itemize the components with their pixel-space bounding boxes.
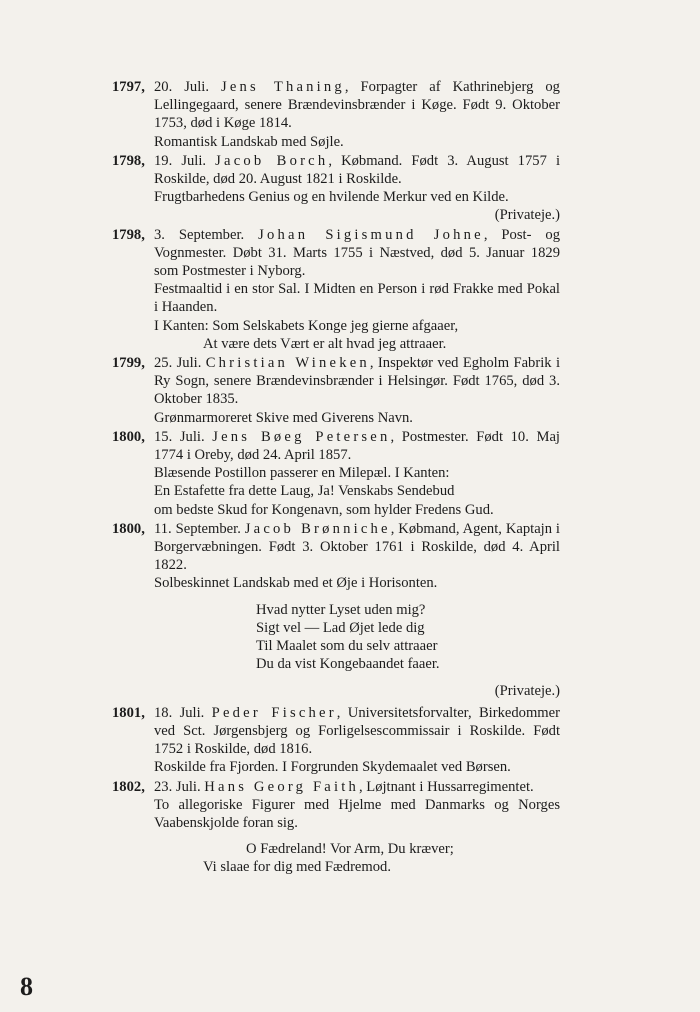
entry-year: 1800,: [112, 520, 145, 537]
entry-text: 15. Juli. Jens Bøeg Petersen, Postmester. Født 10. Maj 1774 i Oreby, død 24. April 1857.: [154, 428, 560, 464]
verse-line: Til Maalet som du selv attraaer: [256, 638, 438, 655]
verse-line: Vi slaae for dig med Fædremod.: [203, 859, 391, 876]
entry: [112, 428, 560, 519]
entry-description: Romantisk Landskab med Søjle.: [154, 133, 344, 150]
entry-text: 23. Juli. Hans Georg Faith, Løjtnant i Hussarregimentet.: [154, 778, 534, 795]
entry-year: 1798,: [112, 152, 145, 169]
entry-year: 1798,: [112, 226, 145, 243]
verse-line: Hvad nytter Lyset uden mig?: [256, 601, 426, 618]
page-number: 8: [20, 972, 33, 1001]
verse-block: [154, 840, 560, 876]
entry-year: 1799,: [112, 355, 145, 372]
edge-inscription: I Kanten: Som Selskabets Konge jeg gierne afgaaer,: [154, 317, 459, 334]
entry-description: Blæsende Postillon passerer en Milepæl. I Kanten:: [154, 465, 450, 482]
entry: [112, 152, 560, 225]
entry-description: Roskilde fra Fjorden. I Forgrunden Skydemaalet ved Børsen.: [154, 759, 511, 776]
entry-description: Grønmarmoreret Skive med Giverens Navn.: [154, 409, 413, 426]
entry-text: 3. September. Johan Sigismund Johne, Post- og Vognmester. Døbt 31. Marts 1755 i Næstved, død 5. Januar 1829 som Postmester i Nyborg.: [154, 226, 560, 280]
entry-text: 18. Juli. Peder Fischer, Universitetsforvalter, Birkedommer ved Sct. Jørgensbjerg og Forligelsescommissair i Roskilde. Født 1752 i Roskilde, død 1816.: [154, 704, 560, 758]
verse-line: Sigt vel — Lad Øjet lede dig: [256, 619, 425, 636]
entry-year: 1800,: [112, 428, 145, 445]
ownership-note: (Privateje.): [494, 207, 560, 224]
verse-line: Du da vist Kongebaandet faaer.: [256, 656, 440, 673]
verse-line: O Fædreland! Vor Arm, Du kræver;: [246, 841, 454, 858]
entry-text: 19. Juli. Jacob Borch, Købmand. Født 3. August 1757 i Roskilde, død 20. August 1821 i Roskilde.: [154, 152, 561, 188]
edge-inscription: En Estafette fra dette Laug, Ja! Venskabs Sendebud: [154, 483, 455, 500]
edge-inscription: At være dets Vært er alt hvad jeg attraaer.: [203, 335, 447, 352]
entries-list: [112, 78, 560, 878]
entry-text: 25. Juli. Christian Wineken, Inspektør ved Egholm Fabrik i Ry Sogn, senere Brændevinsbrænder i Helsingør. Født 1765, død 3. Oktober 1835.: [154, 355, 560, 408]
entry: [112, 226, 560, 353]
entry: [112, 704, 560, 777]
entry-year: 1801,: [112, 704, 145, 721]
edge-inscription: om bedste Skud for Kongenavn, som hylder Fredens Gud.: [154, 501, 494, 518]
entry-description: Solbeskinnet Landskab med et Øje i Horisonten.: [154, 575, 438, 592]
entry-description: Festmaaltid i en stor Sal. I Midten en Person i rød Frakke med Pokal i Haanden.: [154, 281, 560, 316]
entry: [112, 778, 560, 877]
entry-year: 1797,: [112, 79, 145, 95]
verse-block: [154, 601, 560, 674]
entry-text: 20. Juli. Jens Thaning, Forpagter af Kathrinebjerg og Lellingegaard, senere Brændevinsbrænder i Køge. Født 9. Oktober 1753, død i Køge 1814.: [154, 79, 560, 132]
entry-year: 1802,: [112, 778, 145, 795]
ownership-note: (Privateje.): [494, 682, 560, 699]
entry: [112, 520, 560, 700]
entry-text: 11. September. Jacob Brønniche, Købmand, Agent, Kaptajn i Borgervæbningen. Født 3. Oktober 1761 i Roskilde, død 4. April 1822.: [154, 520, 560, 574]
entry: [112, 354, 560, 427]
entry-description: To allegoriske Figurer med Hjelme med Danmarks og Norges Vaabenskjolde foran sig.: [154, 796, 560, 831]
entry: [112, 78, 560, 151]
entry-description: Frugtbarhedens Genius og en hvilende Merkur ved en Kilde.: [154, 189, 509, 206]
